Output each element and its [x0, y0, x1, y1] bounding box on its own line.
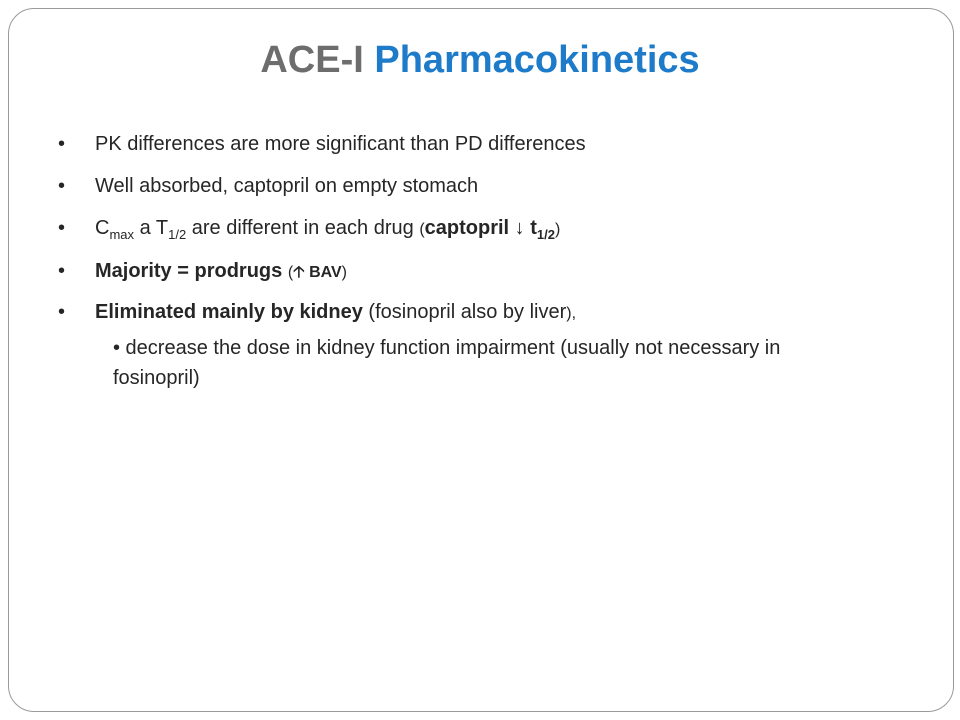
cmax-symbol: C: [95, 217, 110, 239]
bullet-dot: •: [58, 260, 66, 282]
bullet-text: [95, 297, 576, 329]
bav-increase-note: 🡡 BAV: [293, 264, 342, 281]
close-paren: ): [554, 221, 561, 238]
bullet-dot: •: [58, 301, 66, 323]
close-paren: ),: [566, 305, 577, 322]
close-paren: ): [341, 264, 347, 281]
bullet-dot: •: [58, 217, 66, 239]
bullet-text-segment: a T: [134, 217, 169, 239]
captopril-note: captopril ↓ t: [424, 217, 537, 239]
bullet-dot: •: [58, 133, 66, 155]
elimination-label: Eliminated mainly by kidney: [95, 301, 363, 323]
bullet-text: PK differences are more significant than PD differences: [95, 133, 586, 155]
open-paren: (: [287, 264, 294, 281]
bullet-text-segment: are different in each drug: [186, 217, 420, 239]
bullet-text: [95, 256, 347, 288]
bullet-dot: •: [58, 175, 66, 197]
open-paren: (: [419, 221, 425, 238]
cmax-subscript: max: [109, 227, 135, 242]
bullet-text: [95, 213, 560, 245]
t-half-subscript: 1/2: [168, 227, 187, 242]
title-topic: Pharmacokinetics: [374, 39, 700, 81]
bullet-text: Well absorbed, captopril on empty stomach: [95, 175, 479, 197]
title-acronym: ACE-I: [260, 39, 364, 81]
bullet-text-segment: (fosinopril also by liver: [362, 301, 567, 323]
prodrugs-label: Majority = prodrugs: [95, 260, 283, 282]
captopril-t-half-subscript: 1/2: [536, 227, 555, 242]
sub-bullet-item: • decrease the dose in kidney function impairment (usually not necessary in fosinopril): [113, 337, 781, 389]
